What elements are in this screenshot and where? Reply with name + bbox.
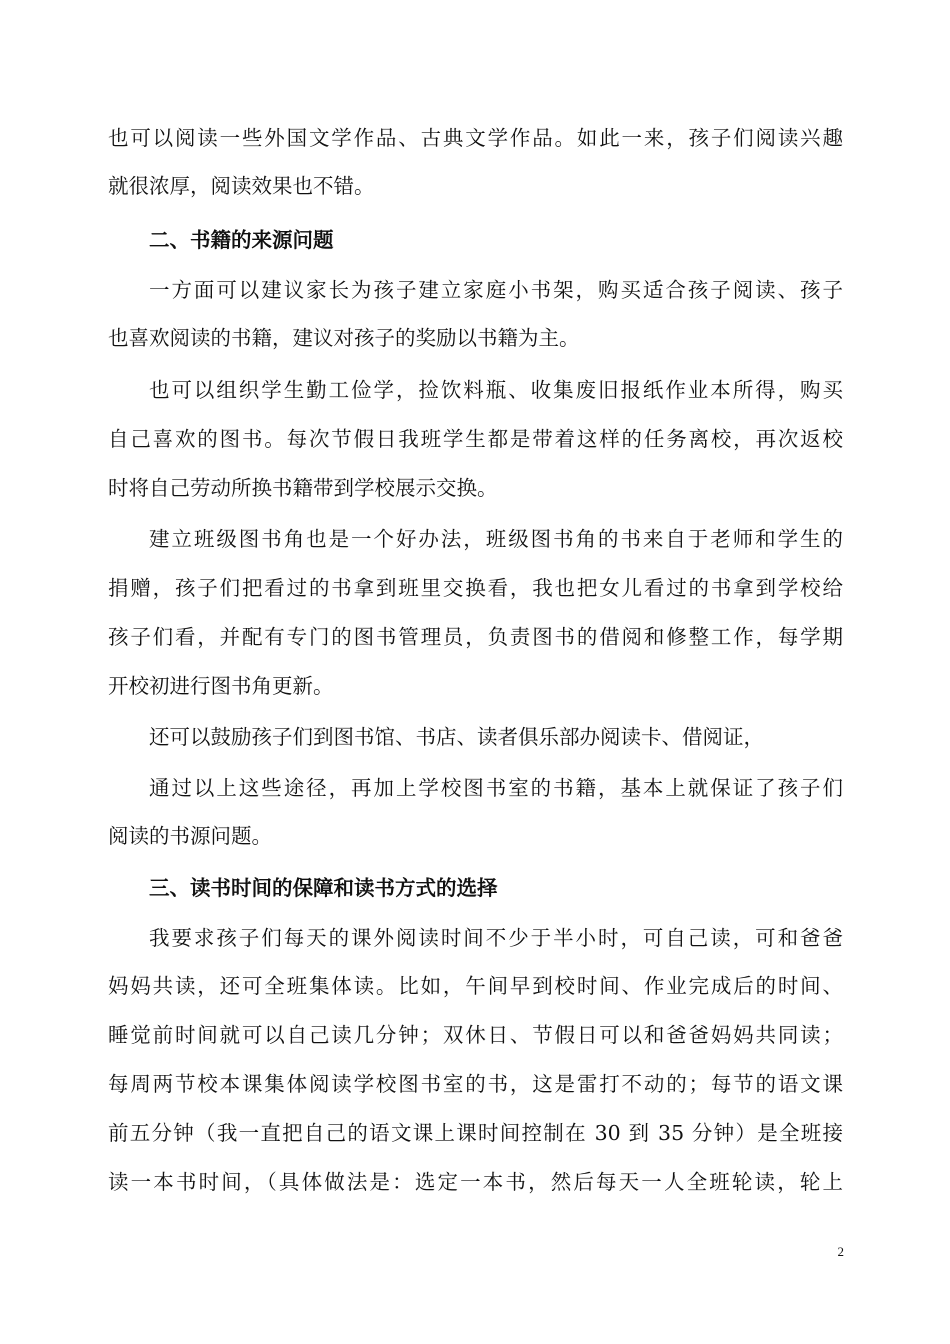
paragraph-line: 通过以上这些途径，再加上学校图书室的书籍，基本上就保证了孩子们 bbox=[149, 776, 843, 800]
section-heading: 二、书籍的来源问题 bbox=[149, 228, 334, 252]
paragraph-line: 建立班级图书角也是一个好办法，班级图书角的书来自于老师和学生的 bbox=[149, 527, 843, 551]
paragraph-line: 就很浓厚，阅读效果也不错。 bbox=[108, 174, 375, 198]
paragraph-line: 每周两节校本课集体阅读学校图书室的书，这是雷打不动的；每节的语文课 bbox=[108, 1072, 843, 1096]
paragraph-line: 妈妈共读，还可全班集体读。比如，午间早到校时间、作业完成后的时间、 bbox=[108, 974, 843, 998]
paragraph-line: 也喜欢阅读的书籍，建议对孩子的奖励以书籍为主。 bbox=[108, 326, 580, 350]
paragraph-line: 睡觉前时间就可以自己读几分钟；双休日、节假日可以和爸爸妈妈共同读； bbox=[108, 1023, 843, 1047]
paragraph-line: 开校初进行图书角更新。 bbox=[108, 674, 334, 698]
paragraph-line: 时将自己劳动所换书籍带到学校展示交换。 bbox=[108, 476, 498, 500]
paragraph-line: 读一本书时间，（具体做法是：选定一本书，然后每天一人全班轮读，轮上 bbox=[108, 1170, 843, 1194]
paragraph-line: 孩子们看，并配有专门的图书管理员，负责图书的借阅和修整工作，每学期 bbox=[108, 625, 843, 649]
section-heading: 三、读书时间的保障和读书方式的选择 bbox=[149, 876, 498, 900]
page-number: 2 bbox=[837, 1244, 844, 1259]
paragraph-line: 自己喜欢的图书。每次节假日我班学生都是带着这样的任务离校，再次返校 bbox=[108, 427, 843, 451]
paragraph-line: 也可以组织学生勤工俭学，捡饮料瓶、收集废旧报纸作业本所得，购买 bbox=[149, 378, 843, 402]
paragraph-line: 一方面可以建议家长为孩子建立家庭小书架，购买适合孩子阅读、孩子 bbox=[149, 278, 843, 302]
paragraph-line: 前五分钟（我一直把自己的语文课上课时间控制在 30 到 35 分钟）是全班接 bbox=[108, 1121, 843, 1145]
paragraph-line: 我要求孩子们每天的课外阅读时间不少于半小时，可自己读，可和爸爸 bbox=[149, 926, 843, 950]
paragraph-line: 阅读的书源问题。 bbox=[108, 824, 272, 848]
paragraph-line: 捐赠，孩子们把看过的书拿到班里交换看，我也把女儿看过的书拿到学校给 bbox=[108, 576, 843, 600]
paragraph-line: 还可以鼓励孩子们到图书馆、书店、读者俱乐部办阅读卡、借阅证， bbox=[149, 725, 764, 749]
paragraph-line: 也可以阅读一些外国文学作品、古典文学作品。如此一来，孩子们阅读兴趣 bbox=[108, 126, 843, 150]
